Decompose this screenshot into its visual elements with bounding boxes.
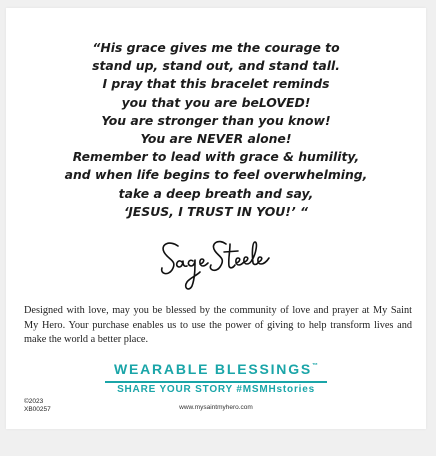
signature-image [156, 236, 276, 294]
quote-line: You are NEVER alone! [140, 131, 292, 147]
quote-line: stand up, stand out, and stand tall. [92, 58, 340, 74]
quote-line: I pray that this bracelet reminds [102, 76, 330, 92]
quote-line: You are stronger than you know! [101, 112, 331, 128]
quote-block [6, 39, 426, 221]
quote-line: and when life begins to feel overwhelming, [64, 167, 368, 183]
quote-line: Remember to lead with grace & humility, [72, 149, 360, 165]
quote-line: you that you are beLOVED! [121, 94, 311, 110]
brand-name: WEARABLE BLESSINGS [113, 361, 313, 377]
copyright-text: ©2023 [24, 398, 44, 405]
trademark-symbol: ™ [312, 363, 319, 369]
product-code: XB00257 [24, 406, 51, 413]
quote-line: take a deep breath and say, [118, 185, 314, 201]
website-url: www.mysaintmyhero.com [179, 404, 253, 411]
product-card [6, 8, 426, 429]
brand-title [6, 361, 426, 377]
quote-line: “His grace gives me the courage to [92, 40, 340, 55]
brand-tagline: SHARE YOUR STORY #MSMHstories [117, 384, 315, 395]
brand-divider [105, 381, 327, 383]
quote-line: ‘JESUS, I TRUST IN YOU!’ “ [124, 203, 308, 219]
description-text: Designed with love, may you be blessed by the community of love and prayer at My Saint My Hero. Your purchase enables us to use the power of giving to help transform lives and make the world a better place. [24, 305, 412, 345]
